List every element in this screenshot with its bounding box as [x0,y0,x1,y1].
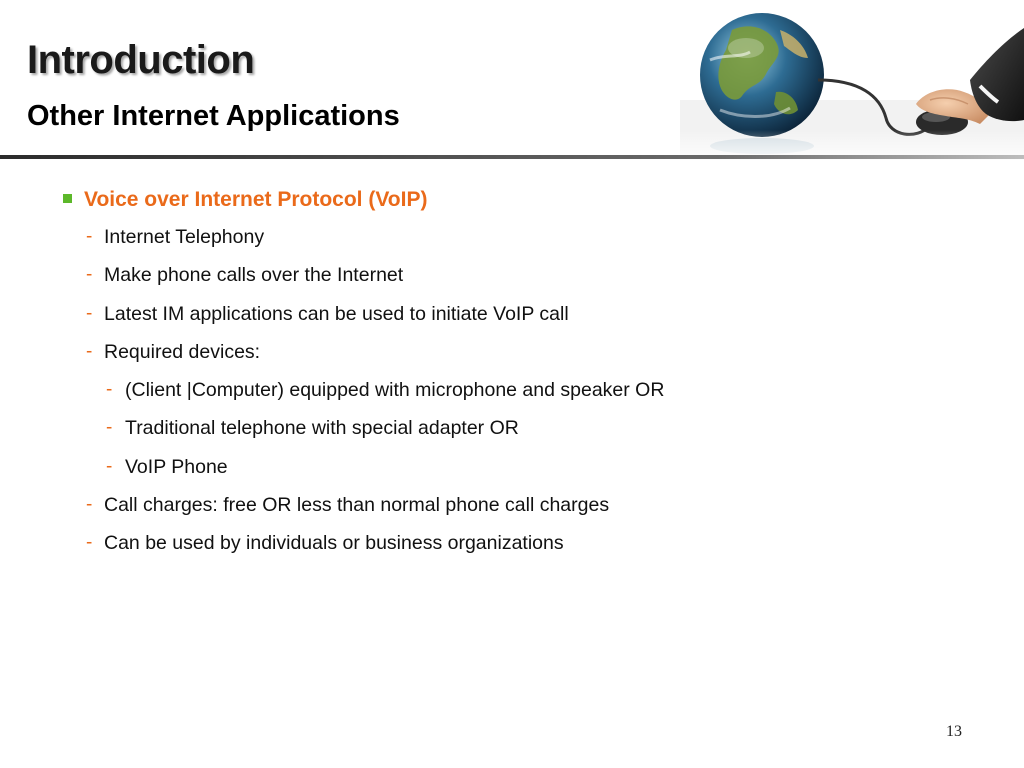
list-item [60,486,980,524]
list-item-text: Call charges: free OR less than normal phone call charges [104,494,610,517]
header-divider [0,155,1024,159]
bullet-heading [60,186,980,218]
globe-mouse-hand-icon [680,0,1024,160]
slide-title: Introduction [27,38,255,82]
page-number: 13 [946,723,962,740]
list-item-text: Make phone calls over the Internet [104,264,404,287]
dash-bullet: - [106,379,113,401]
sub-list-item-text: Traditional telephone with special adapter OR [125,417,519,440]
list-item [60,256,980,294]
dash-bullet: - [86,494,93,516]
list-item [60,524,980,562]
dash-bullet: - [106,417,113,439]
list-item-text: Internet Telephony [104,226,265,248]
square-bullet-icon [63,194,72,203]
sub-list-item [60,409,980,447]
list-item-text: Can be used by individuals or business organizations [104,532,564,555]
dash-bullet: - [86,226,93,247]
dash-bullet: - [106,455,113,477]
sub-list-item [60,448,980,486]
list-item [60,218,980,256]
bullet-heading-text: Voice over Internet Protocol (VoIP) [84,188,428,211]
dash-bullet: - [86,340,93,362]
slide-subtitle: Other Internet Applications [27,100,400,132]
list-item-text: Required devices: [104,340,261,363]
dash-bullet: - [86,532,93,554]
sub-list-item-text: VoIP Phone [125,455,228,478]
dash-bullet: - [86,302,93,324]
list-item [60,295,980,333]
sub-list-item-text: (Client |Computer) equipped with microphone and speaker OR [125,379,665,402]
dash-bullet: - [86,264,93,286]
list-item [60,333,980,371]
list-item-text: Latest IM applications can be used to initiate VoIP call [104,302,569,325]
bullet-list [60,186,980,563]
sub-list-item [60,371,980,409]
